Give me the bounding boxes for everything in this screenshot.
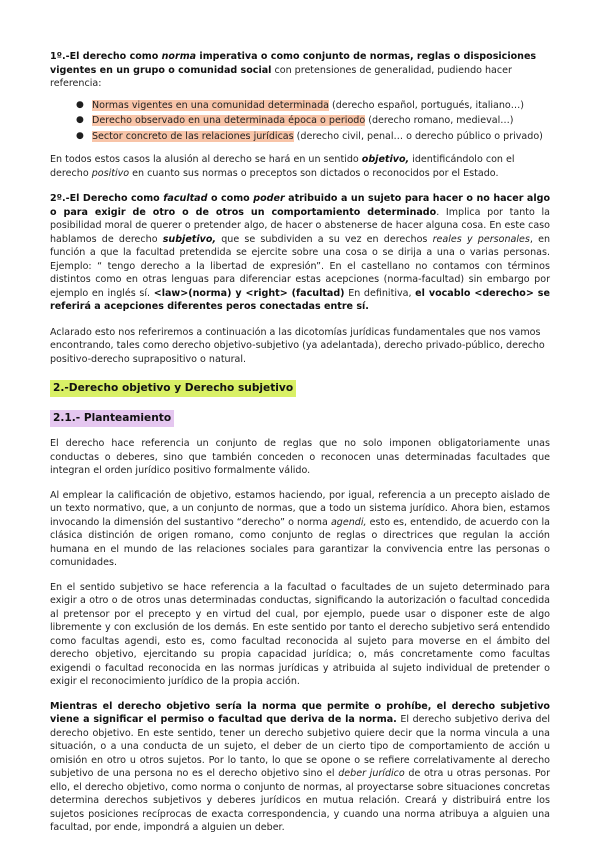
bullet-icon: ● [76, 115, 84, 125]
paragraph-1: El derecho hace referencia un conjunto de reglas que no solo imponen obligatoriamente unas conductas o deberes, sino que también conceden o reconocen unas determinadas facultades que integran el orden jurídico positivo formalmente válido. [50, 438, 550, 476]
paragraph-2: Al emplear la calificación de objetivo, estamos haciendo, por igual, referencia a un precepto aislado de un texto normativo, que, a un conjunto de normas, que a todo un sistema jurídico. Ahora bien, estamos invocando la dimensión del sustantivo “derecho” o norma agendi, esto es, entendido, de acuerdo con la clásica distinción de origen romano, como conjunto de reglas o directrices que regulan la acción humana en el mundo de las relaciones sociales para garantizar la convivencia entre las personas o comunidades. [50, 489, 551, 568]
section-1-intro: 1º.-El derecho como norma imperativa o como conjunto de normas, reglas o disposiciones vigentes en un grupo o comunidad social con pretensiones de generalidad, pudiendo hacer referencia: [50, 51, 537, 89]
list-item: ● Normas vigentes en una comunidad determinada (derecho español, portugués, italiano…) [50, 98, 550, 114]
section-3-paragraph: Aclarado esto nos referiremos a continuación a las dicotomías jurídicas fundamentales que nos vamos encontrando, tales como derecho objetivo-subjetivo (ya adelantada), derecho privado-público, derecho positivo-derecho suprapositivo o natural. [50, 326, 545, 365]
bullet-list [50, 98, 550, 145]
section-1-title: 1º.-El derecho como norma imperativa o como conjunto de normas, reglas o disposiciones vigentes en un grupo o comunidad social [50, 51, 537, 76]
bullet-icon: ● [76, 130, 84, 141]
bullet-icon: ● [76, 99, 84, 110]
list-item: ● Sector concreto de las relaciones jurídicas (derecho civil, penal… o derecho público o privado) [50, 129, 550, 145]
heading-2-1-text: 2.1.- Planteamiento [50, 410, 174, 427]
list-item: ● Derecho observado en una determinada época o periodo (derecho romano, medieval…) [50, 113, 550, 129]
section-2-paragraph: 2º.-El Derecho como facultad o como poder atribuido a un sujeto para hacer o no hacer algo o para exigir de otro o de otros un comportamiento determinado. Implica por tanto la posibilidad moral de querer o pretender algo, de hacer o abstenerse de hacer alguna cosa. En este caso hablamos de derecho subjetivo, que se subdividen a su vez en derechos reales y personales, en función a que la facultad pretendida se ejercite sobre una cosa o se dirija a una o varias personas. Ejemplo: “ tengo derecho a la libertad de expresión”. En el castellano no contamos con términos distintos como en otras lenguas para diferenciar estas acepciones (norma-facultad) sin embargo por ejemplo en inglés sí. <law>(norma) y <right> (facultad) En definitiva, el vocablo <derecho> se referirá a acepciones diferentes peros conectadas entre sí. [50, 193, 551, 312]
paragraph-3: En el sentido subjetivo se hace referencia a la facultad o facultades de un sujeto determinado para exigir a otro o de otros unas determinadas conductas, significando la autorización o facultad concedida al pretensor por el precepto y en virtud del cual, por ejemplo, puede usar o disponer este de algo libremente y con exclusión de los demás. En este sentido por tanto el derecho subjetivo será entendido como facultas agendi, esto es, como facultad reconocida al sujeto para moverse en el ámbito del derecho objetivo, ejercitando su propia capacidad jurídica; o, más concretamente como facultas exigendi o facultad reconocida en las normas jurídicas y atribuida al sujeto individual de pretender o exigir el reconocimiento jurídico de la propia acción. [50, 581, 550, 687]
paragraph-4: Mientras el derecho objetivo sería la norma que permite o prohíbe, el derecho subjetivo viene a significar el permiso o facultad que deriva de la norma. El derecho subjetivo deriva del derecho objetivo. En este sentido, tener un derecho subjetivo quiere decir que la norma vincula a una situación, o a una conducta de un sujeto, el deber de un cierto tipo de comportamiento de acción u omisión en otro u otros sujetos. Por lo tanto, lo que se opone o se refiere correlativamente al derecho subjetivo de una persona no es el derecho objetivo sino el deber jurídico de otra u otras personas. Por ello, el derecho objetivo, como norma o conjunto de normas, al proyectarse sobre situaciones concretas determina derechos subjetivos y deberes jurídicos en mutua relación. Creará y distribuirá entre los sujetos posiciones recíprocas de exacta correspondencia, y cuando una norma atribuya a alguien una facultad, por ende, impondrá a alguien un deber. [50, 700, 550, 833]
heading-2-text: 2.-Derecho objetivo y Derecho subjetivo [50, 380, 296, 397]
section-1-note: En todos estos casos la alusión al derecho se hará en un sentido objetivo, identificándolo con el derecho positivo en cuanto sus normas o preceptos son dictados o reconocidos por el Estado. [50, 154, 515, 179]
heading-2-1 [50, 406, 550, 427]
section-2-title: 2º.-El Derecho como facultad o como poder atribuido a un sujeto para hacer o no hacer algo o para exigir de otro o de otros un comportamiento determinado [50, 193, 551, 218]
heading-2 [50, 376, 550, 397]
